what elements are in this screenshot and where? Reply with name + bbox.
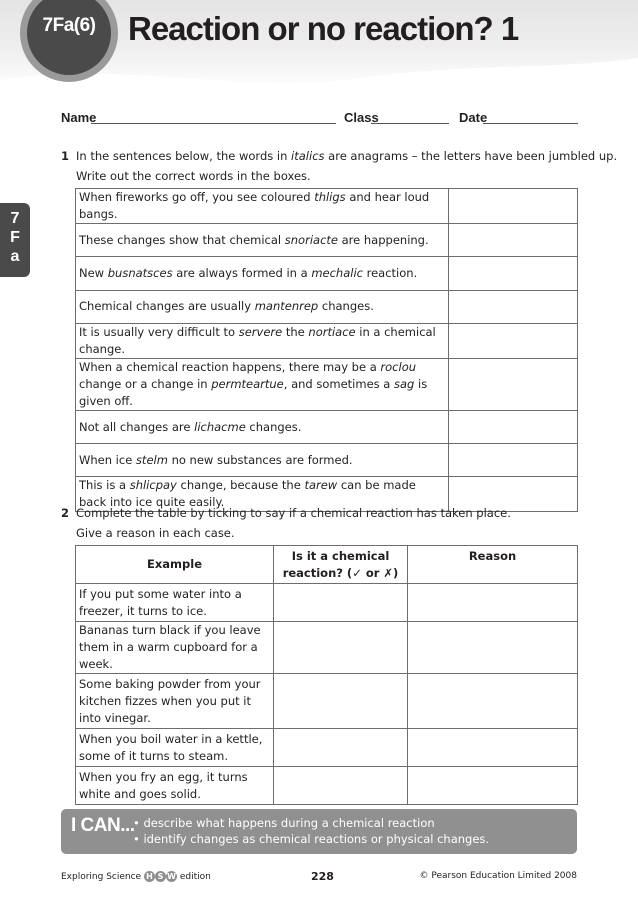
hsw-s-icon: S xyxy=(155,871,166,882)
reason-cell[interactable] xyxy=(408,729,578,767)
question-2 xyxy=(61,503,578,543)
table-row xyxy=(76,189,578,224)
question-text: Give a reason in each case. xyxy=(76,526,235,540)
anagram-sentence: These changes show that chemical snoriacte are happening. xyxy=(76,224,449,257)
question-number: 2 xyxy=(61,506,70,520)
badge-label: 7Fa(6) xyxy=(42,15,96,36)
date-field[interactable] xyxy=(483,123,578,124)
table-row xyxy=(76,584,578,622)
anagram-sentence: It is usually very difficult to servere the nortiace in a chemical change. xyxy=(76,323,449,358)
i-can-item: • describe what happens during a chemical reaction xyxy=(133,816,435,830)
anagram-sentence: New busnatsces are always formed in a mechalic reaction. xyxy=(76,257,449,290)
example-cell: Bananas turn black if you leave them in a warm cupboard for a week. xyxy=(76,622,274,674)
table-row xyxy=(76,622,578,674)
anagram-sentence: This is a shlicpay change, because the tarew can be made back into ice quite easily. xyxy=(76,477,449,512)
class-label: Class xyxy=(344,110,379,125)
table-row xyxy=(76,290,578,323)
reaction-tick-cell[interactable] xyxy=(274,622,408,674)
table-row xyxy=(76,444,578,477)
reason-cell[interactable] xyxy=(408,674,578,729)
name-label: Name xyxy=(61,110,97,125)
answer-box[interactable] xyxy=(449,410,578,443)
example-cell: When you fry an egg, it turns white and goes solid. xyxy=(76,767,274,805)
name-field[interactable] xyxy=(91,123,336,124)
anagram-word: stelm xyxy=(135,452,168,467)
anagram-word: servere xyxy=(238,324,283,339)
answer-box[interactable] xyxy=(449,189,578,224)
i-can-label: I CAN... xyxy=(71,815,135,836)
anagram-word: snoriacte xyxy=(284,232,338,247)
side-tab-char: F xyxy=(10,229,20,246)
page-title: Reaction or no reaction? 1 xyxy=(128,10,519,47)
side-tab-char: a xyxy=(10,248,20,265)
hsw-w-icon: W xyxy=(167,872,176,881)
reaction-tick-cell[interactable] xyxy=(274,674,408,729)
example-cell: When you boil water in a kettle, some of it turns to steam. xyxy=(76,729,274,767)
anagram-word: nortiace xyxy=(308,324,356,339)
footer-edition: edition xyxy=(179,872,211,882)
reaction-table xyxy=(75,545,578,805)
table-row xyxy=(76,674,578,729)
table-row xyxy=(76,767,578,805)
copyright: © Pearson Education Limited 2008 xyxy=(419,871,577,881)
footer-publication xyxy=(61,871,211,882)
anagram-sentence: When a chemical reaction happens, there may be a roclou change or a change in permteartue, and sometimes a sag is given off. xyxy=(76,358,449,410)
table-row xyxy=(76,729,578,767)
anagram-word: mechalic xyxy=(311,265,363,280)
i-can-box xyxy=(61,809,577,854)
answer-box[interactable] xyxy=(449,323,578,358)
reason-cell[interactable] xyxy=(408,767,578,805)
reaction-tick-cell[interactable] xyxy=(274,584,408,622)
anagram-word: tarew xyxy=(304,478,338,493)
answer-box[interactable] xyxy=(449,444,578,477)
anagram-word: lichacme xyxy=(194,419,246,434)
date-label: Date xyxy=(459,110,488,125)
table-row xyxy=(76,323,578,358)
anagram-table xyxy=(75,188,578,512)
column-header-reaction: Is it a chemical reaction? (✓ or ✗) xyxy=(274,546,408,584)
anagram-word: shlicpay xyxy=(129,478,177,493)
table-row xyxy=(76,224,578,257)
hsw-h-icon: H xyxy=(144,871,155,882)
reaction-tick-cell[interactable] xyxy=(274,729,408,767)
example-cell: Some baking powder from your kitchen fizzes when you put it into vinegar. xyxy=(76,674,274,729)
column-header-example: Example xyxy=(76,546,274,584)
answer-box[interactable] xyxy=(449,224,578,257)
answer-box[interactable] xyxy=(449,257,578,290)
question-text: In the sentences below, the words in italics are anagrams – the letters have been jumbled up. xyxy=(76,149,618,163)
anagram-sentence: When ice stelm no new substances are formed. xyxy=(76,444,449,477)
anagram-word: sag xyxy=(394,376,415,391)
column-header-reason: Reason xyxy=(408,546,578,584)
question-text: Write out the correct words in the boxes. xyxy=(76,169,311,183)
table-row xyxy=(76,410,578,443)
reason-cell[interactable] xyxy=(408,622,578,674)
question-text: Complete the table by ticking to say if a chemical reaction has taken place. xyxy=(76,506,511,520)
anagram-word: thligs xyxy=(314,190,346,204)
reason-cell[interactable] xyxy=(408,584,578,622)
anagram-sentence: Chemical changes are usually mantenrep changes. xyxy=(76,290,449,323)
footer-series: Exploring Science xyxy=(61,872,142,882)
anagram-word: roclou xyxy=(380,359,417,374)
i-can-list xyxy=(133,815,489,847)
table-row xyxy=(76,358,578,410)
side-tab xyxy=(0,203,30,277)
table-row xyxy=(76,257,578,290)
class-field[interactable] xyxy=(371,123,449,124)
anagram-word: permteartue xyxy=(211,376,284,391)
table-header-row xyxy=(76,546,578,584)
answer-box[interactable] xyxy=(449,290,578,323)
i-can-item: • identify changes as chemical reactions or physical changes. xyxy=(133,832,490,846)
anagram-word: busnatsces xyxy=(107,265,173,280)
anagram-word: mantenrep xyxy=(254,299,319,314)
question-number: 1 xyxy=(61,149,70,163)
anagram-sentence: Not all changes are lichacme changes. xyxy=(76,410,449,443)
anagram-sentence: When fireworks go off, you see coloured thligs and hear loud bangs. xyxy=(76,189,449,224)
page-number: 228 xyxy=(311,870,334,883)
student-fields xyxy=(61,110,578,126)
reaction-tick-cell[interactable] xyxy=(274,767,408,805)
italic-word: italics xyxy=(291,149,325,163)
answer-box[interactable] xyxy=(449,358,578,410)
question-1 xyxy=(61,146,618,186)
side-tab-char: 7 xyxy=(10,210,20,227)
example-cell: If you put some water into a freezer, it turns to ice. xyxy=(76,584,274,622)
